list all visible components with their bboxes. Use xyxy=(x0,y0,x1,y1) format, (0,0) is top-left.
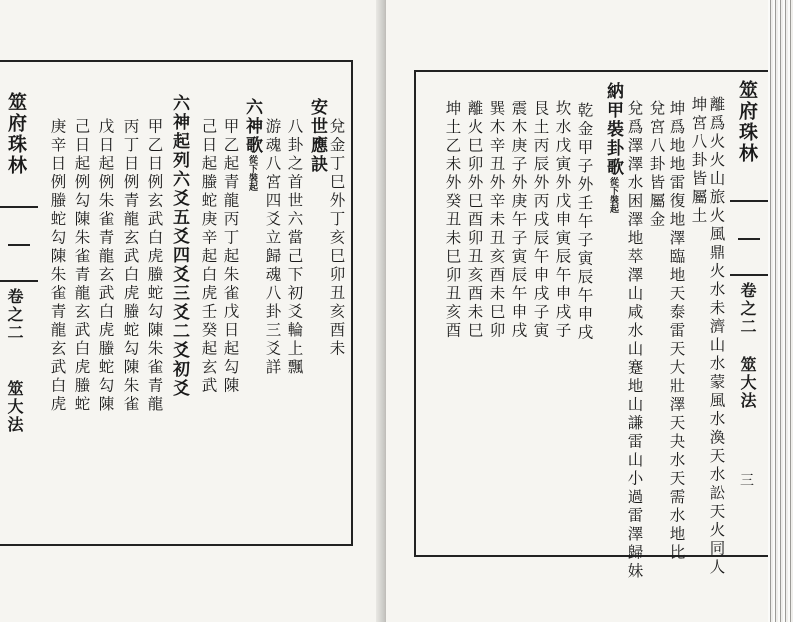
column-segment: 玄武 xyxy=(48,340,67,377)
column-segment: 朱雀 xyxy=(72,229,91,266)
right-spine-section: 筮大法 xyxy=(738,356,757,410)
column-segment: 丙丁日例 xyxy=(121,118,140,192)
text-column xyxy=(648,100,664,230)
column-segment: 震木庚子外庚午 xyxy=(509,100,528,230)
column-segment: 艮土丙辰外丙戌 xyxy=(531,100,550,230)
text-column xyxy=(532,100,548,341)
column-segment: 白虎 xyxy=(145,229,164,266)
column-segment: 朱雀 xyxy=(121,377,140,414)
column-segment: 三爻 xyxy=(169,284,189,322)
column-text: 坤宮八卦皆屬土 xyxy=(689,96,708,226)
column-segment: 勾陳 xyxy=(96,377,115,414)
column-segment: 八卦之首世六當 xyxy=(285,118,304,248)
column-segment: 乾金甲子外壬午 xyxy=(575,102,594,232)
column-segment: 勾陳 xyxy=(145,303,164,340)
page-number: 三 xyxy=(740,473,754,489)
column-segment: 六爻 xyxy=(169,170,189,208)
left-spine-volume: 卷之二 xyxy=(5,288,24,342)
column-segment: 離火巳卯外巳酉 xyxy=(465,100,484,230)
column-segment: 螣蛇 xyxy=(48,192,67,229)
column-segment: 丑亥酉未巳卯 xyxy=(487,229,506,341)
text-column xyxy=(286,118,302,377)
column-segment: 二爻 xyxy=(169,322,189,360)
heading-text: 安世應訣 xyxy=(307,98,327,174)
text-column xyxy=(466,100,482,341)
section-heading xyxy=(243,98,260,191)
text-column xyxy=(554,100,570,341)
column-segment: 勾陳 xyxy=(48,229,67,266)
column-segment: 丙丁起朱雀 xyxy=(221,210,240,303)
column-segment: 巳卯丑亥酉未 xyxy=(327,247,346,359)
column-segment: 游魂八宮四爻立 xyxy=(263,118,282,248)
text-column xyxy=(222,118,238,396)
column-segment: 青龍 xyxy=(96,229,115,266)
text-column xyxy=(200,118,216,396)
column-segment: 勾陳 xyxy=(121,340,140,377)
column-segment: 庚辛起白虎 xyxy=(199,210,218,303)
heading-text: 納甲裝卦歌 xyxy=(603,82,623,177)
left-fishtail-mark xyxy=(0,206,38,282)
column-segment: 朱雀 xyxy=(96,192,115,229)
column-segment: 白虎 xyxy=(72,340,91,377)
column-segment: 玄武 xyxy=(121,229,140,266)
column-segment: 壬癸起玄武 xyxy=(199,303,218,396)
column-segment: 玄武 xyxy=(72,303,91,340)
text-column xyxy=(668,100,684,563)
right-fishtail-mark xyxy=(730,200,768,276)
text-column xyxy=(97,118,113,414)
text-column xyxy=(444,100,460,341)
right-spine-title: 筮府珠林 xyxy=(736,80,758,164)
section-heading xyxy=(604,82,621,213)
column-segment: 白虎 xyxy=(48,377,67,414)
column-segment: 朱雀 xyxy=(48,266,67,303)
column-segment: 螣蛇 xyxy=(96,340,115,377)
column-segment: 寅辰午申戌子 xyxy=(553,229,572,341)
column-segment: 歸魂八卦三爻詳 xyxy=(263,247,282,377)
column-segment: 初爻 xyxy=(169,360,189,398)
column-segment: 玄武 xyxy=(145,192,164,229)
column-segment: 巽木辛丑外辛未 xyxy=(487,100,506,230)
column-segment: 甲乙日例 xyxy=(145,118,164,192)
text-column xyxy=(690,96,706,226)
right-spine-volume: 卷之二 xyxy=(738,282,757,336)
text-column xyxy=(488,100,504,341)
column-segment: 青龍 xyxy=(121,192,140,229)
column-segment: 螣蛇 xyxy=(72,377,91,414)
column-segment: 未巳卯丑亥酉 xyxy=(443,229,462,341)
column-segment: 青龍 xyxy=(48,303,67,340)
column-segment: 甲乙起青龍 xyxy=(221,118,240,211)
column-segment: 白虎 xyxy=(96,303,115,340)
column-segment: 青龍 xyxy=(145,377,164,414)
text-column xyxy=(626,100,642,581)
column-segment: 坤土乙未外癸丑 xyxy=(443,100,462,230)
column-segment: 玄武 xyxy=(96,266,115,303)
column-segment: 子寅辰午申戌 xyxy=(509,229,528,341)
page-stack-edge xyxy=(768,0,793,622)
left-spine-title: 筮府珠林 xyxy=(5,92,27,176)
column-segment: 己日起例 xyxy=(72,118,91,192)
column-segment: 坎水戊寅外戊申 xyxy=(553,100,572,230)
column-segment: 己下初爻輪上飄 xyxy=(285,247,304,377)
left-spine-section: 筮大法 xyxy=(5,380,24,434)
column-segment: 青龍 xyxy=(72,266,91,303)
column-segment: 五爻 xyxy=(169,208,189,246)
column-segment: 螣蛇 xyxy=(145,266,164,303)
left-page xyxy=(0,0,382,622)
column-segment: 戊日起勾陳 xyxy=(221,303,240,396)
text-column xyxy=(73,118,89,414)
text-column xyxy=(146,118,162,414)
text-column xyxy=(264,118,280,377)
column-text: 兌爲澤澤水困澤地萃澤山咸水山蹇地山謙雷山小過雷澤歸妹 xyxy=(625,100,644,581)
column-text: 離爲火火山旅火風鼎火水未濟山水蒙風水渙天水訟天火同人 xyxy=(707,96,726,577)
text-column xyxy=(49,118,65,414)
column-segment: 朱雀 xyxy=(145,340,164,377)
right-page xyxy=(386,0,768,622)
column-segment: 四爻 xyxy=(169,246,189,284)
text-column xyxy=(122,118,138,414)
section-heading xyxy=(170,94,187,398)
column-segment: 勾陳 xyxy=(72,192,91,229)
column-segment: 庚辛日例 xyxy=(48,118,67,192)
column-segment: 白虎 xyxy=(121,266,140,303)
heading-text: 六神歌 xyxy=(242,98,262,155)
text-column xyxy=(576,102,592,343)
column-segment: 卯丑亥酉未巳 xyxy=(465,229,484,341)
section-heading xyxy=(308,98,325,174)
small-note: 從下裝起 xyxy=(247,155,257,191)
column-segment: 己日起螣蛇 xyxy=(199,118,218,211)
column-segment: 辰午申戌子寅 xyxy=(531,229,550,341)
small-note: 從下裝起 xyxy=(608,177,618,213)
column-text: 兌宮八卦皆屬金 xyxy=(647,100,666,230)
column-segment: 子寅辰午申戌 xyxy=(575,231,594,343)
text-column xyxy=(328,118,344,359)
heading-text: 六神起列 xyxy=(169,94,189,170)
column-segment: 螣蛇 xyxy=(121,303,140,340)
column-segment: 兌金丁巳外丁亥 xyxy=(327,118,346,248)
text-column xyxy=(708,96,724,577)
text-column xyxy=(510,100,526,341)
column-segment: 戊日起例 xyxy=(96,118,115,192)
column-text: 坤爲地地雷復地澤臨地天泰雷天大壯澤天夬水天需水地比 xyxy=(667,100,686,563)
